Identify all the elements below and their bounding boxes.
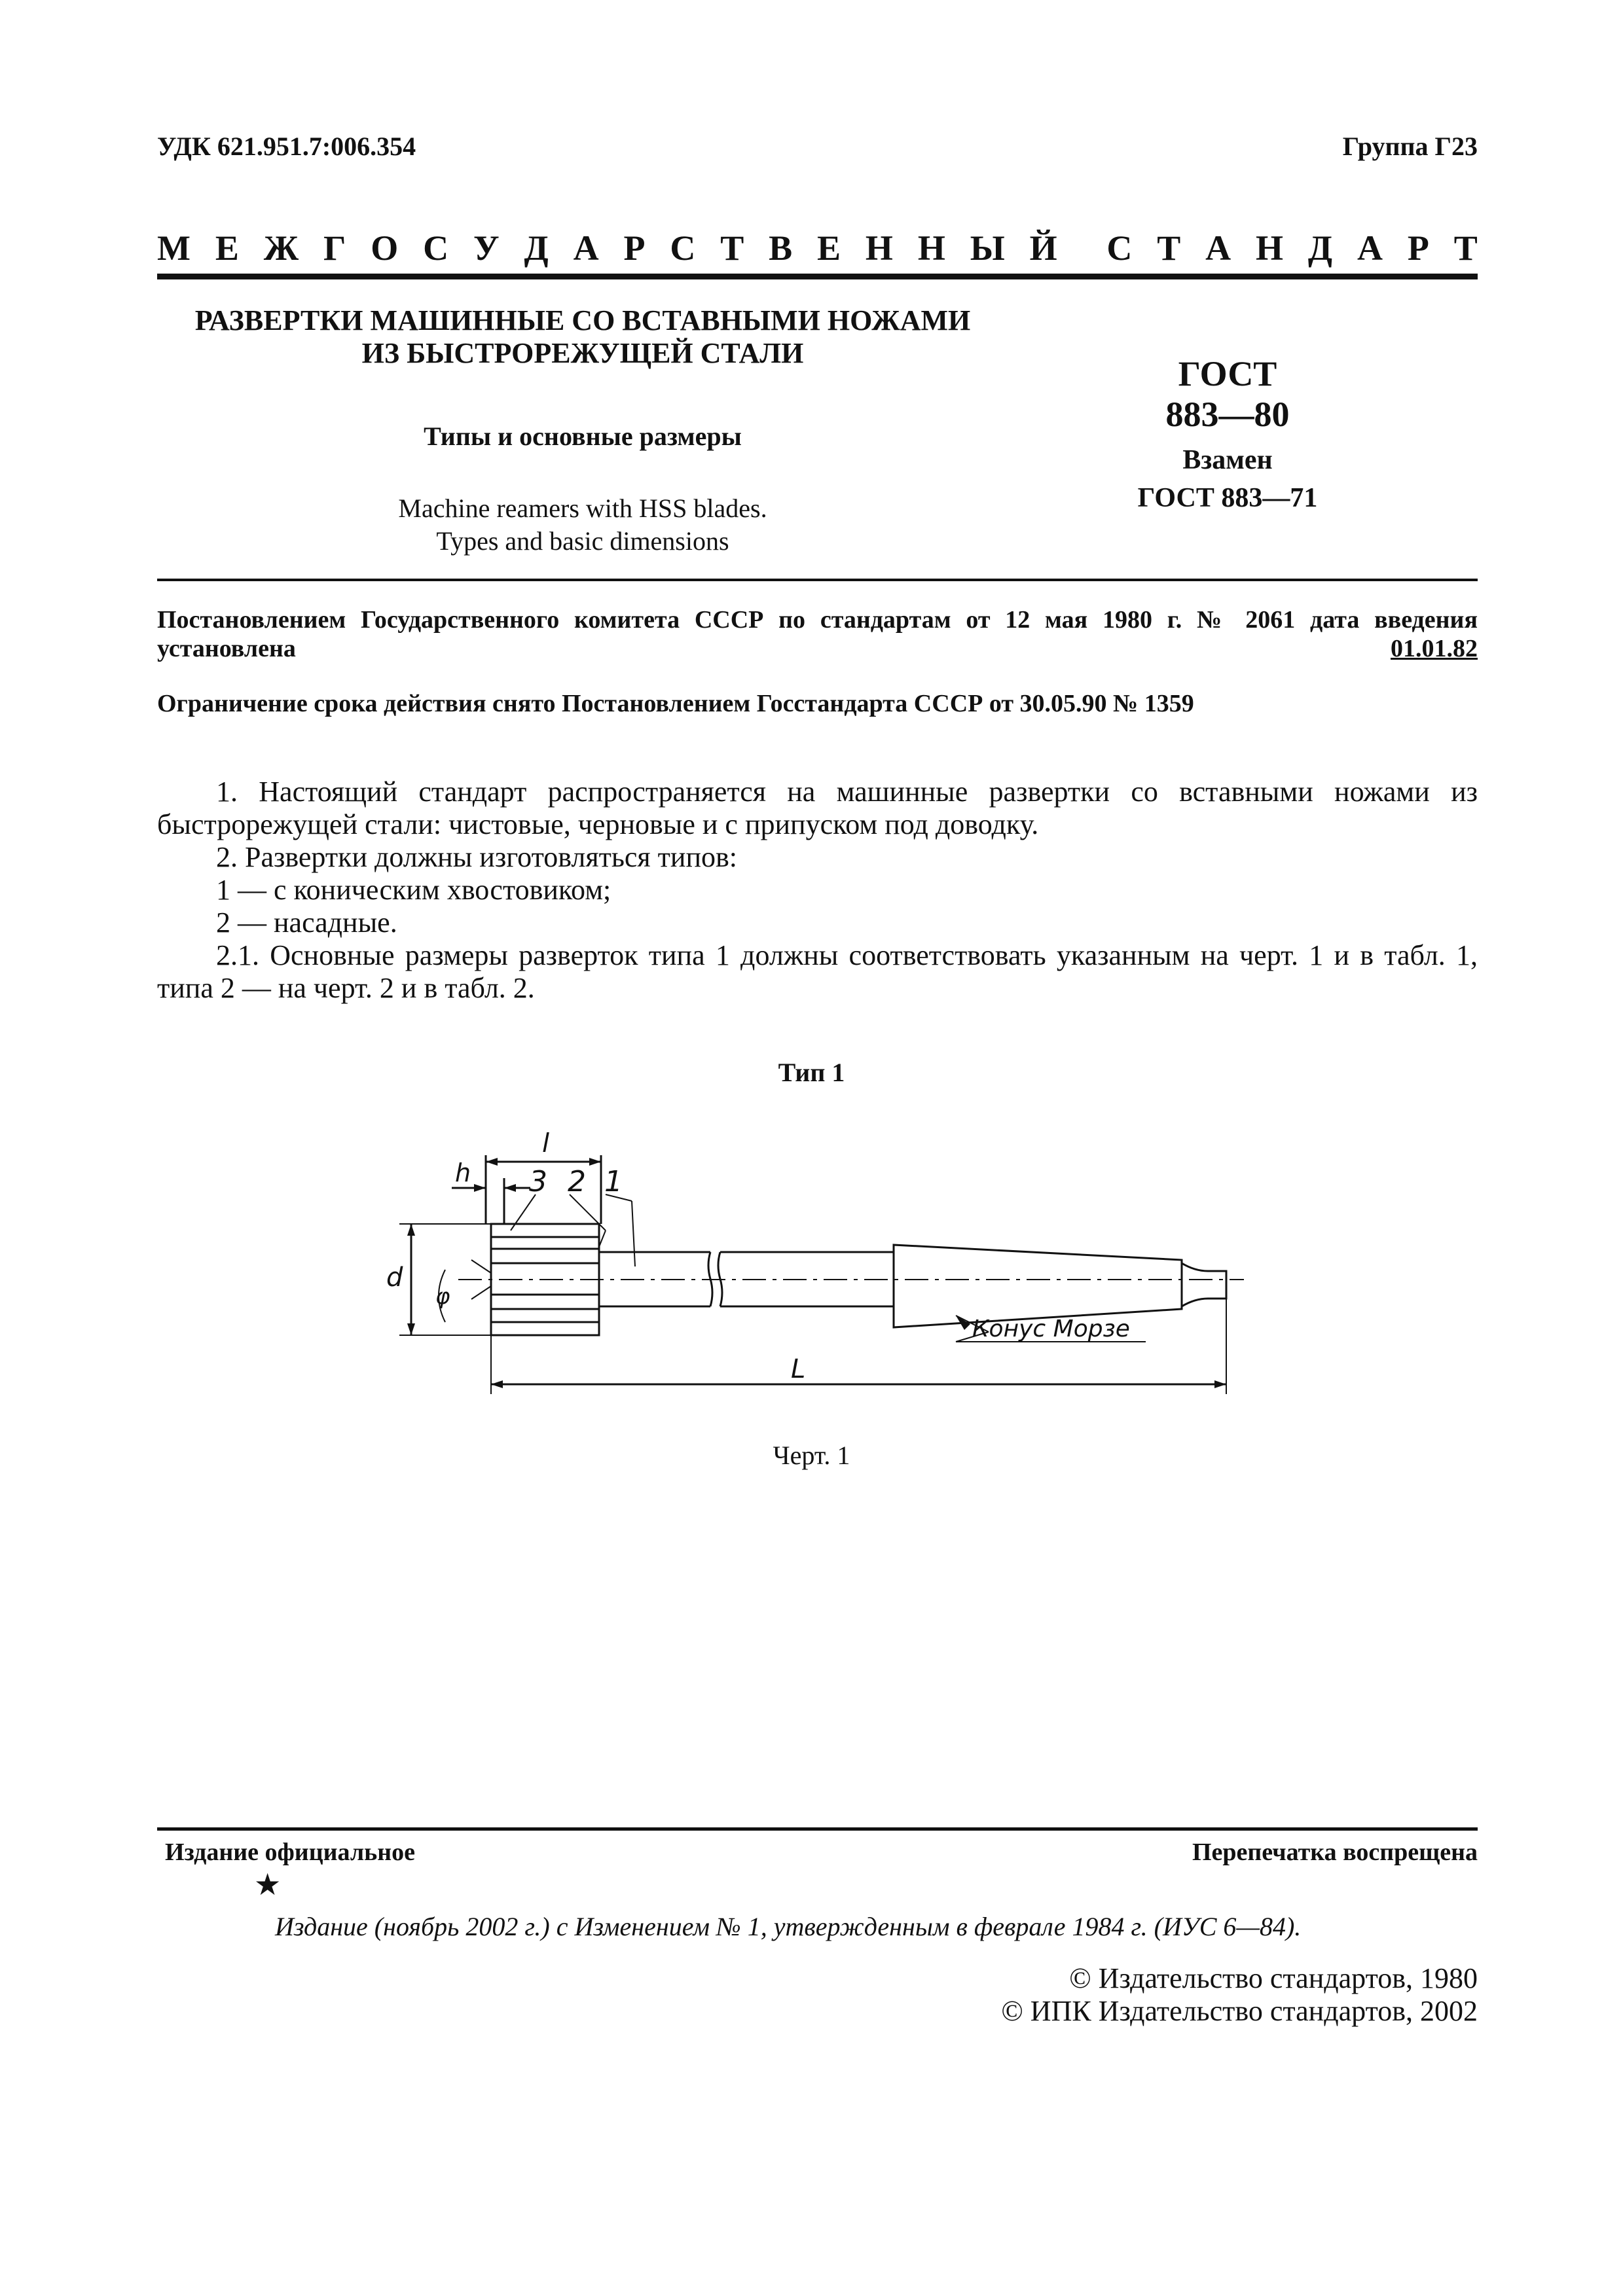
heading-letter: А [1357, 228, 1383, 268]
heading-divider [157, 274, 1478, 279]
paragraph-type-2: 2 — насадные. [216, 906, 397, 939]
heading-letter: Д [524, 228, 549, 268]
gost-number: 883—80 [1165, 395, 1290, 434]
gost-number-block [1093, 353, 1362, 517]
arrow-head [589, 1158, 601, 1166]
leader-line [511, 1194, 536, 1230]
figure-title: Тип 1 [778, 1058, 845, 1087]
arrow-head [504, 1184, 516, 1192]
dim-label-l: l [542, 1132, 550, 1158]
heading-letter: Н [917, 228, 945, 268]
arrow-head [407, 1224, 415, 1236]
reprint-prohibited: Перепечатка воспрещена [1192, 1839, 1478, 1866]
heading-letter: Р [623, 228, 646, 268]
tang [1182, 1263, 1226, 1306]
dim-label-d: d [386, 1263, 403, 1293]
morse-taper-label: Конус Морзе [972, 1316, 1130, 1342]
paragraph-1: 1. Настоящий стандарт распространяется на машинные развертки со вставными ножами из быстрорежущей стали: чистовые, черновые и с припуском под доводку. [157, 776, 1478, 840]
leader-line [632, 1201, 635, 1266]
heading-letter: С [1106, 228, 1133, 268]
heading-letter: С [670, 228, 696, 268]
arrow-head [474, 1184, 486, 1192]
dim-label-L: L [791, 1354, 806, 1384]
heading-letter: Ж [263, 228, 299, 268]
arrow-head [407, 1323, 415, 1335]
title-english-line-1: Machine reamers with HSS blades. [398, 493, 767, 523]
title-line-1: РАЗВЕРТКИ МАШИННЫЕ СО ВСТАВНЫМИ НОЖАМИ [194, 304, 971, 336]
title-english-line-2: Types and basic dimensions [436, 526, 729, 556]
angle-label-phi: φ [435, 1283, 450, 1310]
heading-letter: О [371, 228, 399, 268]
heading-letter: А [573, 228, 599, 268]
heading-letter: Н [1256, 228, 1284, 268]
heading-letter: Е [215, 228, 239, 268]
callout-3: 3 [529, 1165, 547, 1198]
edition-note: Издание (ноябрь 2002 г.) с Изменением № 1, утвержденным в феврале 1984 г. (ИУС 6—84). [275, 1912, 1302, 1941]
heading-letter: Т [720, 228, 744, 268]
heading-letter: Ы [970, 228, 1005, 268]
title-line-2: ИЗ БЫСТРОРЕЖУЩЕЙ СТАЛИ [361, 337, 804, 369]
callout-1: 1 [604, 1165, 623, 1198]
paragraph-type-1: 1 — с коническим хвостовиком; [216, 874, 611, 906]
footer-divider [157, 1827, 1478, 1831]
figure-caption: Черт. 1 [773, 1441, 850, 1470]
heading-letter: В [769, 228, 793, 268]
arrow-head [491, 1380, 503, 1388]
decree-line-2 [157, 634, 1478, 663]
standard-type-heading [157, 228, 1478, 268]
title-subtitle: Типы и основные размеры [424, 422, 742, 451]
paragraph-2-1: 2.1. Основные размеры разверток типа 1 должны соответствовать указанным на черт. 1 и в табл. 1, типа 2 — на черт. 2 и в табл. 2. [157, 939, 1478, 1004]
document-title-block [157, 304, 1008, 558]
heading-letter: Е [817, 228, 841, 268]
udk-code: УДК 621.951.7:006.354 [157, 132, 416, 161]
heading-letter: Т [1453, 228, 1478, 268]
gost-instead-label: Взамен [1182, 445, 1273, 475]
official-edition: Издание официальное [165, 1839, 416, 1866]
arrow-head [486, 1158, 498, 1166]
group-code: Группа Г23 [1342, 132, 1478, 161]
star-icon: ★ [254, 1868, 282, 1901]
title-english [157, 492, 1008, 558]
heading-letter: М [157, 228, 191, 268]
gost-instead-number: ГОСТ 883—71 [1137, 483, 1318, 513]
decree-line-1: Постановлением Государственного комитета СССР по стандартам от 12 мая 1980 г. № 2061 дата введения [157, 606, 1478, 634]
heading-letter: У [473, 228, 500, 268]
gost-label: ГОСТ [1178, 354, 1277, 393]
heading-letter: Й [1029, 228, 1057, 268]
copyright-1980: © Издательство стандартов, 1980 [1069, 1962, 1478, 1994]
heading-letter: Н [865, 228, 893, 268]
decree-date: 01.01.82 [1391, 635, 1478, 662]
copyright-2002: © ИПК Издательство стандартов, 2002 [1001, 1995, 1478, 2027]
heading-letter: Г [323, 228, 346, 268]
title-divider [157, 579, 1478, 581]
paragraph-2: 2. Развертки должны изготовляться типов: [216, 841, 737, 873]
heading-letter: С [423, 228, 449, 268]
callout-2: 2 [568, 1165, 586, 1198]
reamer-drawing [380, 1132, 1257, 1407]
arrow-head [1214, 1380, 1226, 1388]
dim-label-h: h [455, 1158, 471, 1187]
heading-letter: А [1205, 228, 1231, 268]
heading-letter: Р [1407, 228, 1429, 268]
heading-letter: Т [1157, 228, 1181, 268]
heading-letter: Д [1307, 228, 1333, 268]
decree-established: установлена [157, 635, 296, 662]
limitation-note: Ограничение срока действия снято Постановлением Госстандарта СССР от 30.05.90 № 1359 [157, 690, 1194, 717]
